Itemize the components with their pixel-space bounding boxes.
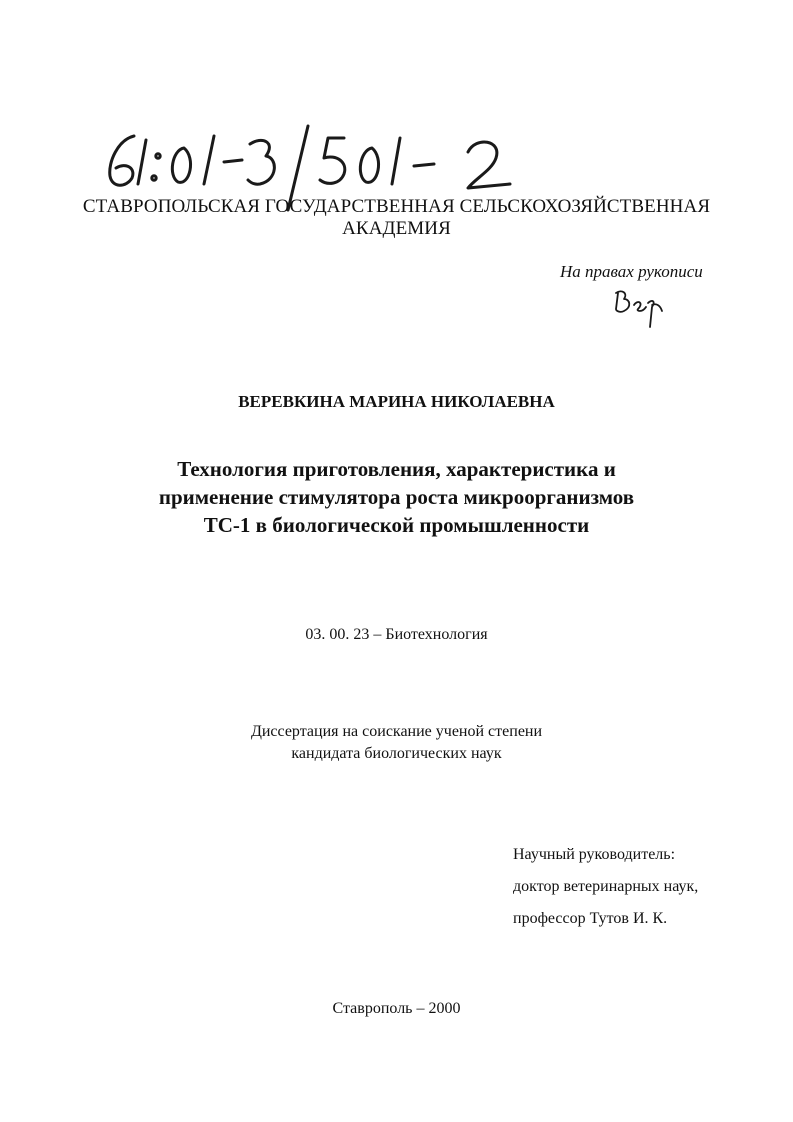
title-line-1: Технология приготовления, характеристика и xyxy=(177,457,616,481)
degree-line-1: Диссертация на соискание ученой степени xyxy=(250,723,543,740)
institution-name xyxy=(0,196,793,240)
author-name: ВЕРЕВКИНА МАРИНА НИКОЛАЕВНА xyxy=(238,392,555,411)
degree-statement xyxy=(0,721,793,765)
supervisor-line-3: профессор Тутов И. К. xyxy=(513,910,668,927)
supervisor-line-2: доктор ветеринарных наук, xyxy=(513,878,699,895)
institution-line-2: АКАДЕМИЯ xyxy=(342,218,451,239)
supervisor-line-1: Научный руководитель: xyxy=(513,846,676,863)
degree-line-2: кандидата биологических наук xyxy=(291,745,502,762)
title-line-2: применение стимулятора роста микроорганизмов xyxy=(158,485,635,509)
title-line-3: ТС-1 в биологической промышленности xyxy=(203,513,590,537)
specialty-code: 03. 00. 23 – Биотехнология xyxy=(305,626,488,643)
supervisor-block xyxy=(513,839,773,935)
manuscript-note: На правах рукописи xyxy=(560,262,703,281)
signature-icon xyxy=(608,283,668,333)
place-and-year: Ставрополь – 2000 xyxy=(332,1000,461,1017)
institution-line-1: СТАВРОПОЛЬСКАЯ ГОСУДАРСТВЕННАЯ СЕЛЬСКОХОЗЯЙСТВЕННАЯ xyxy=(82,196,711,217)
dissertation-title xyxy=(0,455,793,539)
